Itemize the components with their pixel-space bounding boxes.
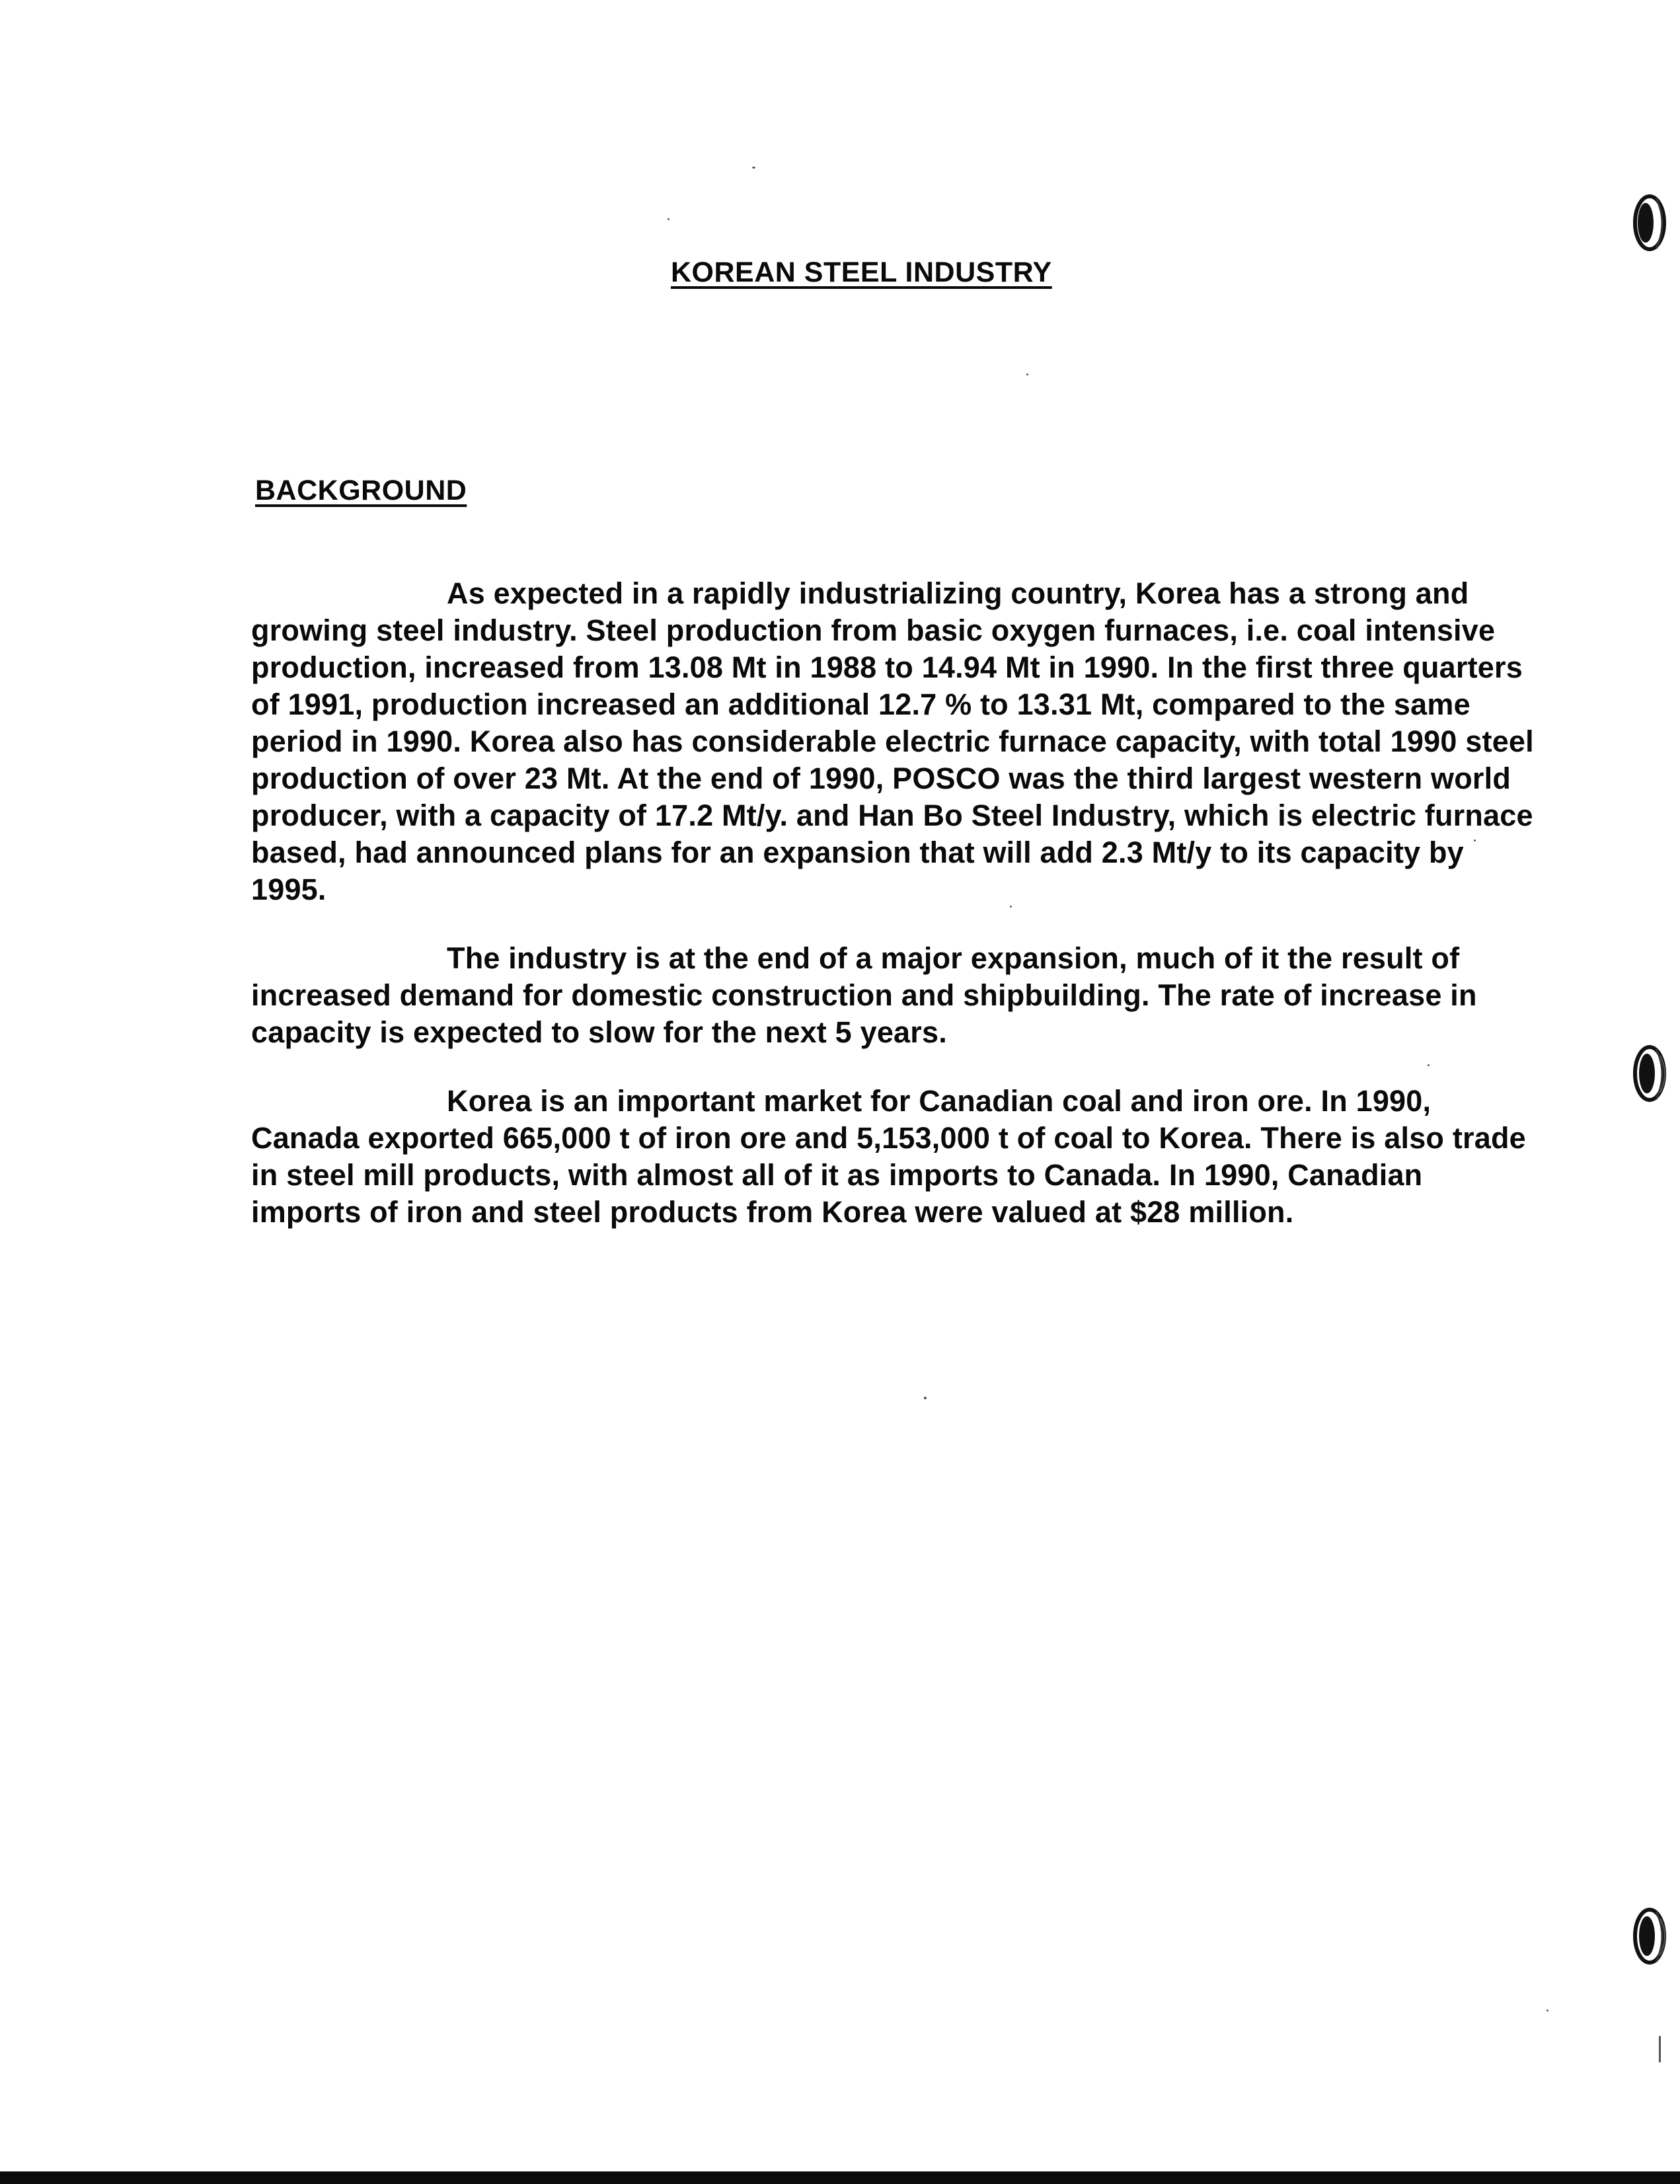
scan-speck xyxy=(1026,373,1028,375)
scan-speck xyxy=(1659,2036,1661,2062)
paragraph-3: Korea is an important market for Canadian coal and iron ore. In 1990, Canada exported 665,000 t of iron ore and 5,153,000 t of coal to Korea. There is also trade in steel mill products, with almost all of it as imports to Canada. In 1990, Canadian imports of iron and steel products from Korea were valued at $28 million. xyxy=(251,1084,1526,1229)
paragraph-1: As expected in a rapidly industrializing country, Korea has a strong and growing steel industry. Steel production from basic oxygen furnaces, i.e. coal intensive production, increased from 13.08 Mt in 1988 to 14.94 Mt in 1990. In the first three quarters of 1991, production increased an additional 12.7 % to 13.31 Mt, compared to the same period in 1990. Korea also has considerable electric furnace capacity, with total 1990 steel production of over 23 Mt. At the end of 1990, POSCO was the third largest western world producer, with a capacity of 17.2 Mt/y. and Han Bo Steel Industry, which is electric furnace based, had announced plans for an expansion that will add 2.3 Mt/y to its capacity by 1995. xyxy=(251,576,1534,906)
scan-speck xyxy=(752,167,755,169)
scan-speck xyxy=(1010,906,1012,908)
body-text xyxy=(251,575,1537,1263)
scan-speck xyxy=(1546,2009,1548,2011)
scan-bottom-edge xyxy=(0,2171,1680,2184)
hole-punch-mark-icon xyxy=(1630,192,1669,254)
scan-speck xyxy=(668,218,669,220)
paragraph-2: The industry is at the end of a major expansion, much of it the result of increased demand for domestic construction and shipbuilding. The rate of increase in capacity is expected to slow for the next 5 years. xyxy=(251,941,1477,1049)
hole-punch-mark-icon xyxy=(1630,1905,1669,1968)
scan-speck xyxy=(1474,839,1476,841)
scan-speck xyxy=(1428,1064,1430,1066)
section-heading-background: BACKGROUND xyxy=(255,475,467,506)
scan-speck xyxy=(924,1397,927,1399)
hole-punch-mark-icon xyxy=(1630,1042,1669,1105)
document-title: KOREAN STEEL INDUSTRY xyxy=(671,256,1052,288)
